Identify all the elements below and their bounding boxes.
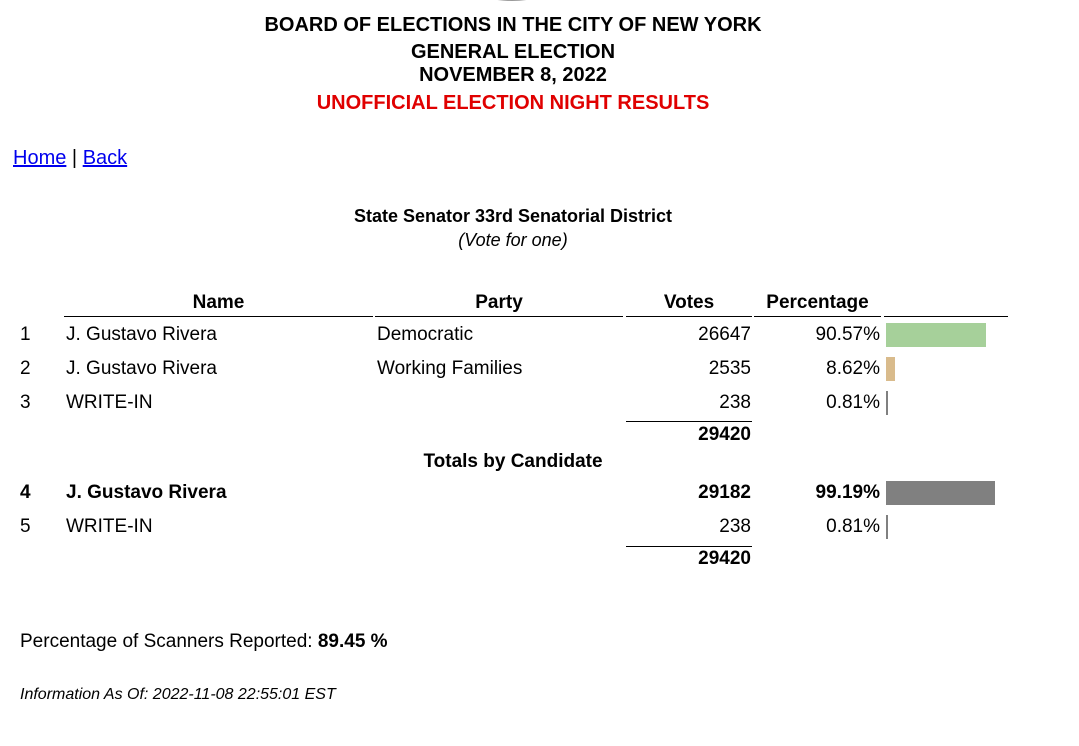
header-underline bbox=[375, 316, 623, 317]
party-name: Working Families bbox=[377, 358, 523, 379]
row-number: 5 bbox=[20, 516, 31, 537]
vote-count: 26647 bbox=[698, 324, 751, 345]
row-number: 4 bbox=[20, 482, 31, 503]
scanners-reported bbox=[20, 631, 388, 653]
header-party: Party bbox=[475, 292, 523, 313]
back-link[interactable]: Back bbox=[82, 147, 128, 169]
party-name: Democratic bbox=[377, 324, 474, 345]
candidate-name: J. Gustavo Rivera bbox=[66, 324, 217, 345]
percentage-bar bbox=[886, 323, 986, 347]
vote-count: 2535 bbox=[708, 358, 751, 379]
percentage-bar bbox=[886, 391, 888, 415]
vote-percentage: 90.57% bbox=[815, 324, 880, 345]
candidate-name: J. Gustavo Rivera bbox=[66, 482, 227, 503]
header-underline bbox=[754, 316, 881, 317]
vote-count: 29182 bbox=[698, 482, 751, 503]
total-line bbox=[626, 421, 752, 422]
header-underline bbox=[64, 316, 373, 317]
header-percentage: Percentage bbox=[766, 292, 869, 313]
row-number: 3 bbox=[20, 392, 31, 413]
info-timestamp: Information As Of: 2022-11-08 22:55:01 EST bbox=[20, 686, 336, 703]
percentage-bar bbox=[886, 357, 895, 381]
total-line bbox=[626, 546, 752, 547]
nav-separator: | bbox=[71, 147, 78, 169]
header-underline bbox=[884, 316, 1008, 317]
header-title: BOARD OF ELECTIONS IN THE CITY OF NEW YORK bbox=[264, 14, 762, 36]
header-unofficial: UNOFFICIAL ELECTION NIGHT RESULTS bbox=[316, 92, 710, 114]
vote-count: 238 bbox=[719, 392, 751, 413]
scanners-label: Percentage of Scanners Reported: bbox=[20, 631, 313, 652]
vote-count: 238 bbox=[719, 516, 751, 537]
home-link[interactable]: Home bbox=[13, 147, 67, 169]
header-name: Name bbox=[192, 292, 245, 313]
vote-total: 29420 bbox=[698, 424, 751, 445]
header-date: NOVEMBER 8, 2022 bbox=[419, 64, 607, 86]
header-election: GENERAL ELECTION bbox=[410, 41, 616, 63]
race-subtitle: (Vote for one) bbox=[458, 230, 568, 250]
candidate-name: WRITE-IN bbox=[66, 516, 153, 537]
scanners-value: 89.45 % bbox=[317, 631, 388, 652]
percentage-bar bbox=[886, 515, 888, 539]
percentage-bar bbox=[886, 481, 995, 505]
header-votes: Votes bbox=[663, 292, 715, 313]
row-number: 1 bbox=[20, 324, 31, 345]
nav-links bbox=[13, 147, 127, 170]
candidate-name: WRITE-IN bbox=[66, 392, 153, 413]
vote-percentage: 99.19% bbox=[815, 482, 880, 503]
totals-by-candidate-heading: Totals by Candidate bbox=[423, 451, 603, 472]
row-number: 2 bbox=[20, 358, 31, 379]
vote-total: 29420 bbox=[698, 548, 751, 569]
race-title: State Senator 33rd Senatorial District bbox=[353, 206, 673, 226]
vote-percentage: 8.62% bbox=[826, 358, 880, 379]
vote-percentage: 0.81% bbox=[826, 392, 880, 413]
seal-logo bbox=[462, 0, 562, 6]
header-underline bbox=[626, 316, 752, 317]
candidate-name: J. Gustavo Rivera bbox=[66, 358, 217, 379]
vote-percentage: 0.81% bbox=[826, 516, 880, 537]
